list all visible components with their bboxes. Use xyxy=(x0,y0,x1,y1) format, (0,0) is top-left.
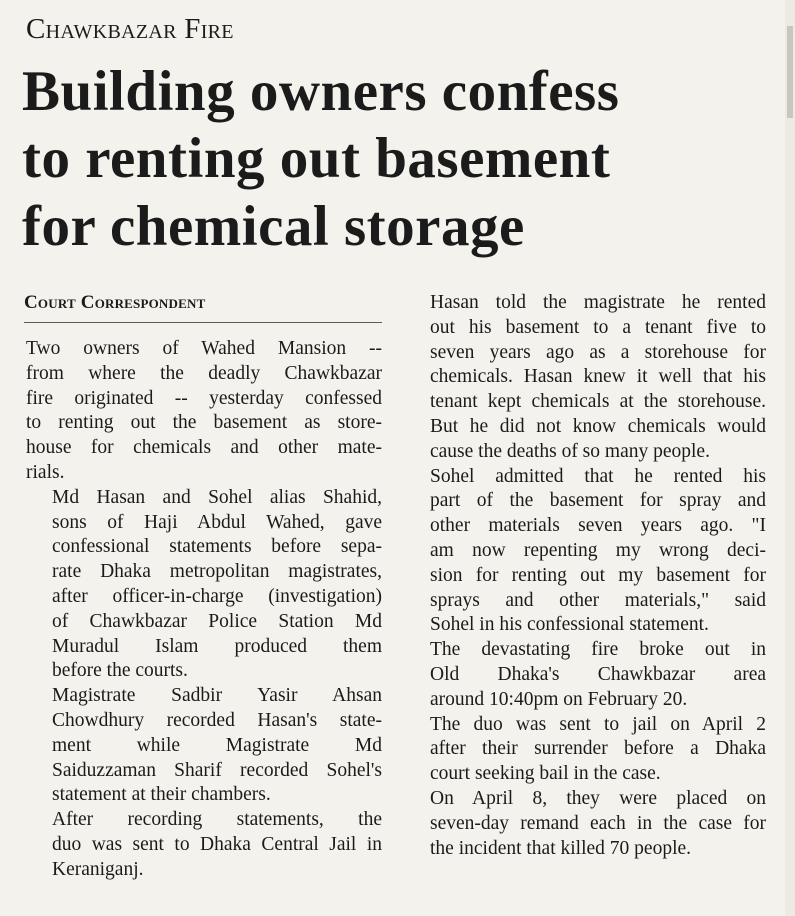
text-line: Sohel admitted that he rented his xyxy=(430,465,766,487)
text-line: After recording statements, the xyxy=(52,809,382,831)
text-line: duo was sent to Dhaka Central Jail in xyxy=(52,833,382,855)
text-line: Magistrate Sadbir Yasir Ahsan xyxy=(52,685,382,707)
text-line: sprays and other materials," said xyxy=(430,589,766,611)
text-line: ment while Magistrate Md xyxy=(52,734,382,756)
headline-line: Building owners confess xyxy=(22,60,620,123)
paragraph xyxy=(404,787,766,861)
text-line: tenant kept chemicals at the storehouse. xyxy=(430,391,766,413)
text-line: seven years ago as a storehouse for xyxy=(430,341,766,363)
section-kicker: Chawkbazar Fire xyxy=(26,13,234,45)
headline xyxy=(22,58,782,260)
text-line: around 10:40pm on February 20. xyxy=(430,688,688,710)
byline: Court Correspondent xyxy=(24,292,206,313)
text-line: On April 8, they were placed on xyxy=(430,787,766,809)
text-line: part of the basement for spray and xyxy=(430,490,766,512)
paragraph xyxy=(26,486,382,684)
paragraph xyxy=(26,337,382,486)
text-line: Sohel in his confessional statement. xyxy=(430,614,709,636)
text-line: Md Hasan and Sohel alias Shahid, xyxy=(52,486,382,508)
text-line: Muradul Islam produced them xyxy=(52,635,382,657)
text-line: before the courts. xyxy=(52,660,188,682)
text-line: The devastating fire broke out in xyxy=(430,639,766,661)
text-line: Keraniganj. xyxy=(52,858,144,880)
text-line: Old Dhaka's Chawkbazar area xyxy=(430,663,766,685)
text-line: the incident that killed 70 people. xyxy=(430,837,692,859)
text-line: Chowdhury recorded Hasan's state- xyxy=(52,709,382,731)
text-line: court seeking bail in the case. xyxy=(430,763,661,785)
text-line: rate Dhaka metropolitan magistrates, xyxy=(52,561,382,583)
paragraph xyxy=(404,465,766,639)
text-line: statement at their chambers. xyxy=(52,784,271,806)
text-line: am now repenting my wrong deci- xyxy=(430,539,766,561)
headline-line: to renting out basement xyxy=(22,127,611,191)
text-line: The duo was sent to jail on April 2 xyxy=(430,713,766,735)
text-line: out his basement to a tenant five to xyxy=(430,316,766,338)
text-line: rials. xyxy=(26,461,65,483)
text-line: from where the deadly Chawkbazar xyxy=(26,362,382,384)
text-line: fire originated -- yesterday confessed xyxy=(26,387,382,409)
paragraph xyxy=(404,713,766,787)
paragraph xyxy=(404,638,766,712)
text-line: of Chawkbazar Police Station Md xyxy=(52,610,382,632)
text-line: chemicals. Hasan knew it well that his xyxy=(430,366,766,388)
text-line: sion for renting out my basement for xyxy=(430,564,766,586)
text-line: Hasan told the magistrate he rented xyxy=(430,292,766,313)
text-line: cause the deaths of so many people. xyxy=(430,440,710,462)
text-line: to renting out the basement as store- xyxy=(26,412,382,434)
byline-divider xyxy=(24,322,382,323)
text-line: confessional statements before sepa- xyxy=(52,536,382,558)
right-column xyxy=(404,291,766,861)
left-column xyxy=(26,337,382,883)
adjacent-page-edge xyxy=(785,0,795,916)
text-line: sons of Haji Abdul Wahed, gave xyxy=(52,511,382,533)
paragraph xyxy=(404,291,766,465)
headline-line: for chemical storage xyxy=(22,194,525,258)
text-line: Two owners of Wahed Mansion -- xyxy=(26,338,382,359)
text-line: other materials seven years ago. "I xyxy=(430,515,766,537)
text-line: after officer-in-charge (investigation) xyxy=(52,585,382,607)
paragraph xyxy=(26,684,382,808)
text-line: Saiduzzaman Sharif recorded Sohel's xyxy=(52,759,382,781)
text-line: house for chemicals and other mate- xyxy=(26,437,382,459)
paragraph xyxy=(26,808,382,882)
text-line: But he did not know chemicals would xyxy=(430,415,766,437)
text-line: seven-day remand each in the case for xyxy=(430,812,766,834)
text-line: after their surrender before a Dhaka xyxy=(430,738,766,760)
